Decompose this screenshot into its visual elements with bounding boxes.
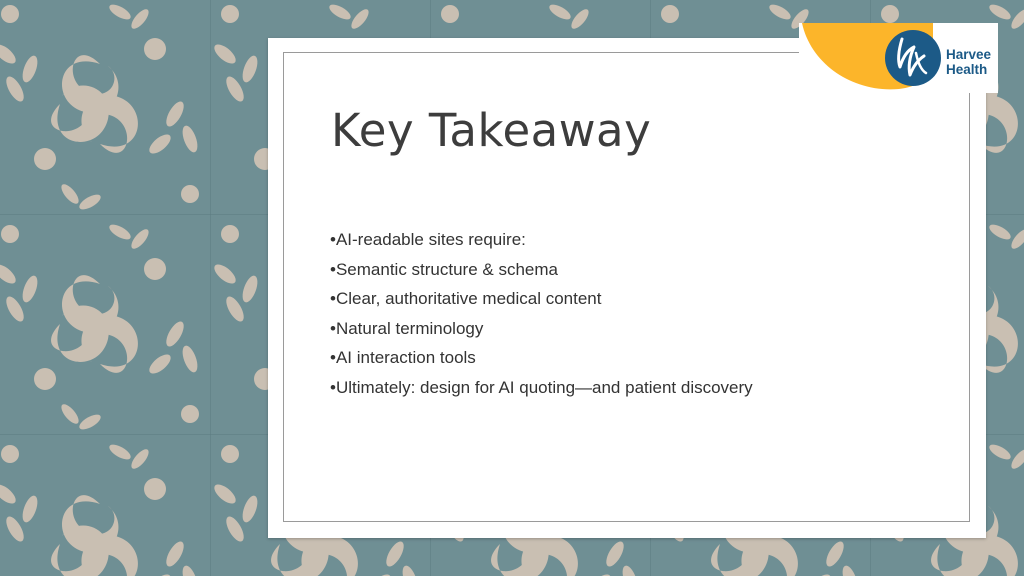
bullet-item: •Semantic structure & schema — [330, 259, 558, 279]
bullet-item: •Natural terminology — [330, 318, 484, 338]
bullet-item: •Ultimately: design for AI quoting—and patient discovery — [330, 377, 753, 397]
logo-line-1: Harvee — [946, 47, 992, 62]
logo-line-2: Health — [946, 62, 988, 77]
logo-text — [946, 47, 991, 77]
harvee-health-logo — [799, 23, 998, 93]
bullet-item: •AI-readable sites require: — [330, 230, 526, 249]
bullet-item: •AI interaction tools — [330, 348, 476, 367]
bullet-item: •Clear, authoritative medical content — [330, 289, 602, 308]
slide-card — [268, 38, 986, 538]
slide-title: Key Takeaway — [331, 104, 652, 157]
bullet-list — [330, 225, 753, 402]
